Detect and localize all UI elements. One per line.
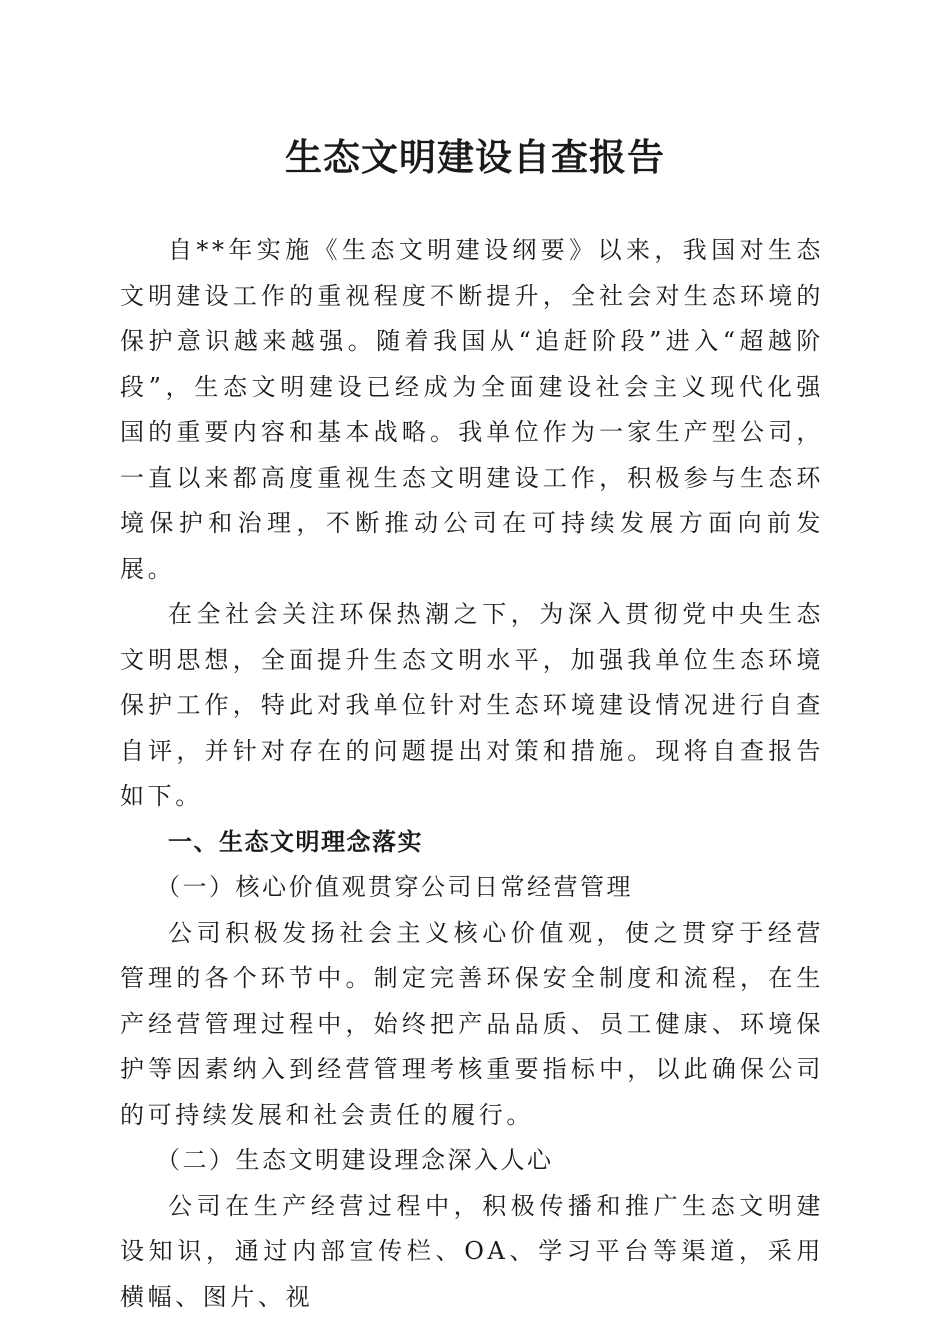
- subsection-paragraph-1: 公司积极发扬社会主义核心价值观，使之贯穿于经营管理的各个环节中。制定完善环保安全制度和流程，在生产经营管理过程中，始终把产品品质、员工健康、环境保护等因素纳入到经营管理考核重要指标中，以此确保公司的可持续发展和社会责任的履行。: [120, 918, 824, 1129]
- subsection-heading-1: （一）核心价值观贯穿公司日常经营管理: [156, 873, 633, 901]
- document-title: 生态文明建设自查报告: [285, 136, 665, 179]
- intro-paragraph-1: 自**年实施《生态文明建设纲要》以来，我国对生态文明建设工作的重视程度不断提升，全社会对生态环境的保护意识越来越强。随着我国从“追赶阶段”进入“超越阶段”，生态文明建设已经成为全面建设社会主义现代化强国的重要内容和基本战略。我单位作为一家生产型公司，一直以来都高度重视生态文明建设工作，积极参与生态环境保护和治理，不断推动公司在可持续发展方面向前发展。: [120, 236, 824, 583]
- subsection-paragraph-2: 公司在生产经营过程中，积极传播和推广生态文明建设知识，通过内部宣传栏、OA、学习平台等渠道，采用横幅、图片、视: [120, 1191, 824, 1311]
- intro-paragraph-2: 在全社会关注环保热潮之下，为深入贯彻党中央生态文明思想，全面提升生态文明水平，加强我单位生态环境保护工作，特此对我单位针对生态环境建设情况进行自查自评，并针对存在的问题提出对策和措施。现将自查报告如下。: [120, 600, 824, 810]
- section-heading-1: 一、生态文明理念落实: [168, 827, 423, 856]
- subsection-heading-2: （二）生态文明建设理念深入人心: [156, 1146, 554, 1174]
- document-body: [120, 228, 824, 1320]
